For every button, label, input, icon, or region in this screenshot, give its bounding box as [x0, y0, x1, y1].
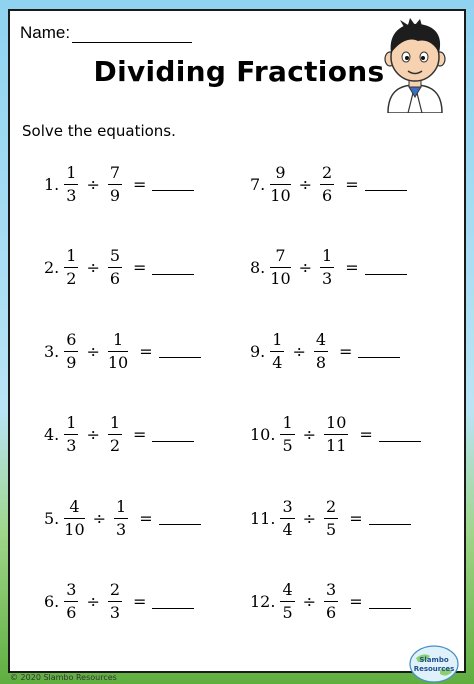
dividend-fraction [280, 582, 294, 621]
divide-sign: ÷ [298, 174, 313, 194]
divisor-fraction [114, 496, 128, 539]
divide-sign: ÷ [86, 174, 100, 194]
numerator: 3 [326, 580, 337, 599]
numerator: 1 [116, 496, 127, 516]
divide-sign: ÷ [302, 425, 317, 444]
problem-number: 5. [44, 508, 60, 528]
numerator: 1 [272, 329, 283, 349]
dividend-fraction [270, 329, 284, 372]
equals-sign: = [345, 174, 359, 194]
numerator: 4 [69, 496, 80, 516]
denominator: 10 [64, 519, 85, 539]
denominator: 5 [326, 519, 337, 539]
problem-7 [250, 162, 407, 206]
divisor-fraction [107, 329, 129, 372]
globe-logo [406, 644, 462, 684]
numerator: 2 [322, 162, 333, 182]
numerator: 9 [275, 162, 286, 182]
problem-number: 7. [250, 174, 266, 194]
equals-sign: = [139, 341, 153, 361]
divide-sign: ÷ [292, 341, 306, 361]
problem-number: 9. [250, 341, 266, 361]
answer-blank[interactable] [159, 515, 201, 525]
divide-sign: ÷ [86, 592, 100, 611]
answer-blank[interactable] [379, 432, 421, 442]
denominator: 6 [322, 185, 333, 205]
numerator: 1 [66, 413, 77, 432]
divisor-fraction [314, 329, 328, 372]
numerator: 5 [109, 246, 121, 265]
divide-sign: ÷ [302, 508, 317, 528]
answer-blank[interactable] [369, 515, 411, 525]
denominator: 11 [326, 436, 347, 455]
equals-sign: = [349, 592, 363, 611]
dividend-fraction [64, 582, 78, 621]
problem-number: 1. [44, 174, 60, 194]
denominator: 6 [109, 269, 121, 288]
numerator: 1 [109, 413, 121, 432]
dividend-fraction [64, 415, 78, 454]
equals-sign: = [133, 174, 147, 194]
divide-sign: ÷ [86, 341, 100, 361]
numerator: 2 [326, 496, 337, 516]
dividend-fraction [64, 496, 85, 539]
divide-sign: ÷ [302, 592, 317, 611]
equals-sign: = [133, 258, 147, 277]
dividend-fraction [64, 329, 78, 372]
equals-sign: = [139, 508, 153, 528]
answer-blank[interactable] [369, 599, 411, 609]
numerator: 10 [326, 413, 347, 432]
denominator: 9 [109, 185, 121, 205]
problem-11 [250, 496, 411, 540]
numerator: 4 [315, 329, 327, 349]
logo-line1: Slambo [419, 656, 449, 664]
divide-sign: ÷ [86, 258, 100, 277]
divisor-fraction [320, 248, 334, 287]
name-field [20, 23, 192, 43]
numerator: 7 [109, 162, 121, 182]
worksheet [8, 9, 466, 673]
equals-sign: = [359, 425, 373, 444]
denominator: 10 [270, 185, 291, 205]
problem-1 [44, 162, 194, 206]
problem-number: 2. [44, 258, 60, 277]
numerator: 1 [66, 246, 77, 265]
numerator: 1 [66, 162, 77, 182]
problem-number: 12. [250, 592, 276, 611]
divisor-fraction [324, 496, 338, 539]
dividend-fraction [270, 248, 290, 287]
equals-sign: = [349, 508, 363, 528]
answer-blank[interactable] [152, 599, 194, 609]
dividend-fraction [64, 162, 78, 205]
answer-blank[interactable] [152, 432, 194, 442]
problem-number: 3. [44, 341, 60, 361]
problem-9 [250, 329, 400, 373]
dividend-fraction [280, 496, 294, 539]
numerator: 1 [282, 413, 293, 432]
problem-number: 8. [250, 258, 266, 277]
problem-number: 4. [44, 425, 60, 444]
answer-blank[interactable] [365, 181, 407, 191]
numerator: 3 [282, 496, 293, 516]
answer-blank[interactable] [358, 348, 400, 358]
problem-10 [250, 413, 421, 457]
denominator: 10 [107, 352, 129, 372]
numerator: 4 [282, 580, 293, 599]
answer-blank[interactable] [159, 348, 201, 358]
denominator: 4 [272, 352, 283, 372]
problem-5 [44, 496, 201, 540]
numerator: 1 [112, 329, 124, 349]
denominator: 6 [326, 603, 337, 622]
denominator: 3 [109, 603, 121, 622]
denominator: 4 [282, 519, 293, 539]
boy-cartoon-icon [374, 17, 456, 113]
problem-6 [44, 580, 194, 624]
copyright-footer: © 2020 Slambo Resources [10, 673, 117, 682]
divisor-fraction [108, 415, 122, 454]
name-blank[interactable] [72, 25, 192, 43]
denominator: 3 [66, 436, 77, 455]
dividend-fraction [270, 162, 291, 205]
logo-line2: Resources [413, 665, 455, 673]
problem-number: 11. [250, 508, 276, 528]
numerator: 6 [66, 329, 77, 349]
denominator: 3 [322, 269, 333, 288]
problem-12 [250, 580, 411, 624]
problem-8 [250, 246, 407, 290]
denominator: 2 [109, 436, 121, 455]
equals-sign: = [133, 425, 147, 444]
denominator: 5 [282, 603, 293, 622]
divisor-fraction [108, 162, 122, 205]
denominator: 3 [116, 519, 127, 539]
numerator: 3 [66, 580, 77, 599]
answer-blank[interactable] [152, 181, 194, 191]
denominator: 9 [66, 352, 77, 372]
denominator: 8 [315, 352, 327, 372]
instructions: Solve the equations. [22, 122, 176, 140]
problem-3 [44, 329, 201, 373]
answer-blank[interactable] [152, 265, 194, 275]
numerator: 2 [109, 580, 121, 599]
equals-sign: = [345, 258, 359, 277]
denominator: 5 [282, 436, 293, 455]
name-label: Name: [20, 23, 71, 42]
problem-number: 6. [44, 592, 60, 611]
divisor-fraction [108, 248, 122, 287]
divisor-fraction [320, 162, 334, 205]
equals-sign: = [339, 341, 353, 361]
denominator: 2 [66, 269, 77, 288]
divisor-fraction [108, 582, 122, 621]
answer-blank[interactable] [365, 265, 407, 275]
denominator: 10 [270, 269, 291, 288]
divisor-fraction [324, 415, 348, 454]
dividend-fraction [280, 415, 294, 454]
numerator: 1 [322, 246, 333, 265]
equals-sign: = [133, 592, 147, 611]
denominator: 3 [66, 185, 77, 205]
divide-sign: ÷ [298, 258, 313, 277]
dividend-fraction [64, 248, 78, 287]
divisor-fraction [324, 582, 338, 621]
problem-4 [44, 413, 194, 457]
denominator: 6 [66, 603, 77, 622]
divide-sign: ÷ [86, 425, 100, 444]
numerator: 7 [275, 246, 286, 265]
problem-number: 10. [250, 425, 276, 444]
problem-2 [44, 246, 194, 290]
page-title: Dividing Fractions [93, 55, 385, 88]
divide-sign: ÷ [92, 508, 107, 528]
